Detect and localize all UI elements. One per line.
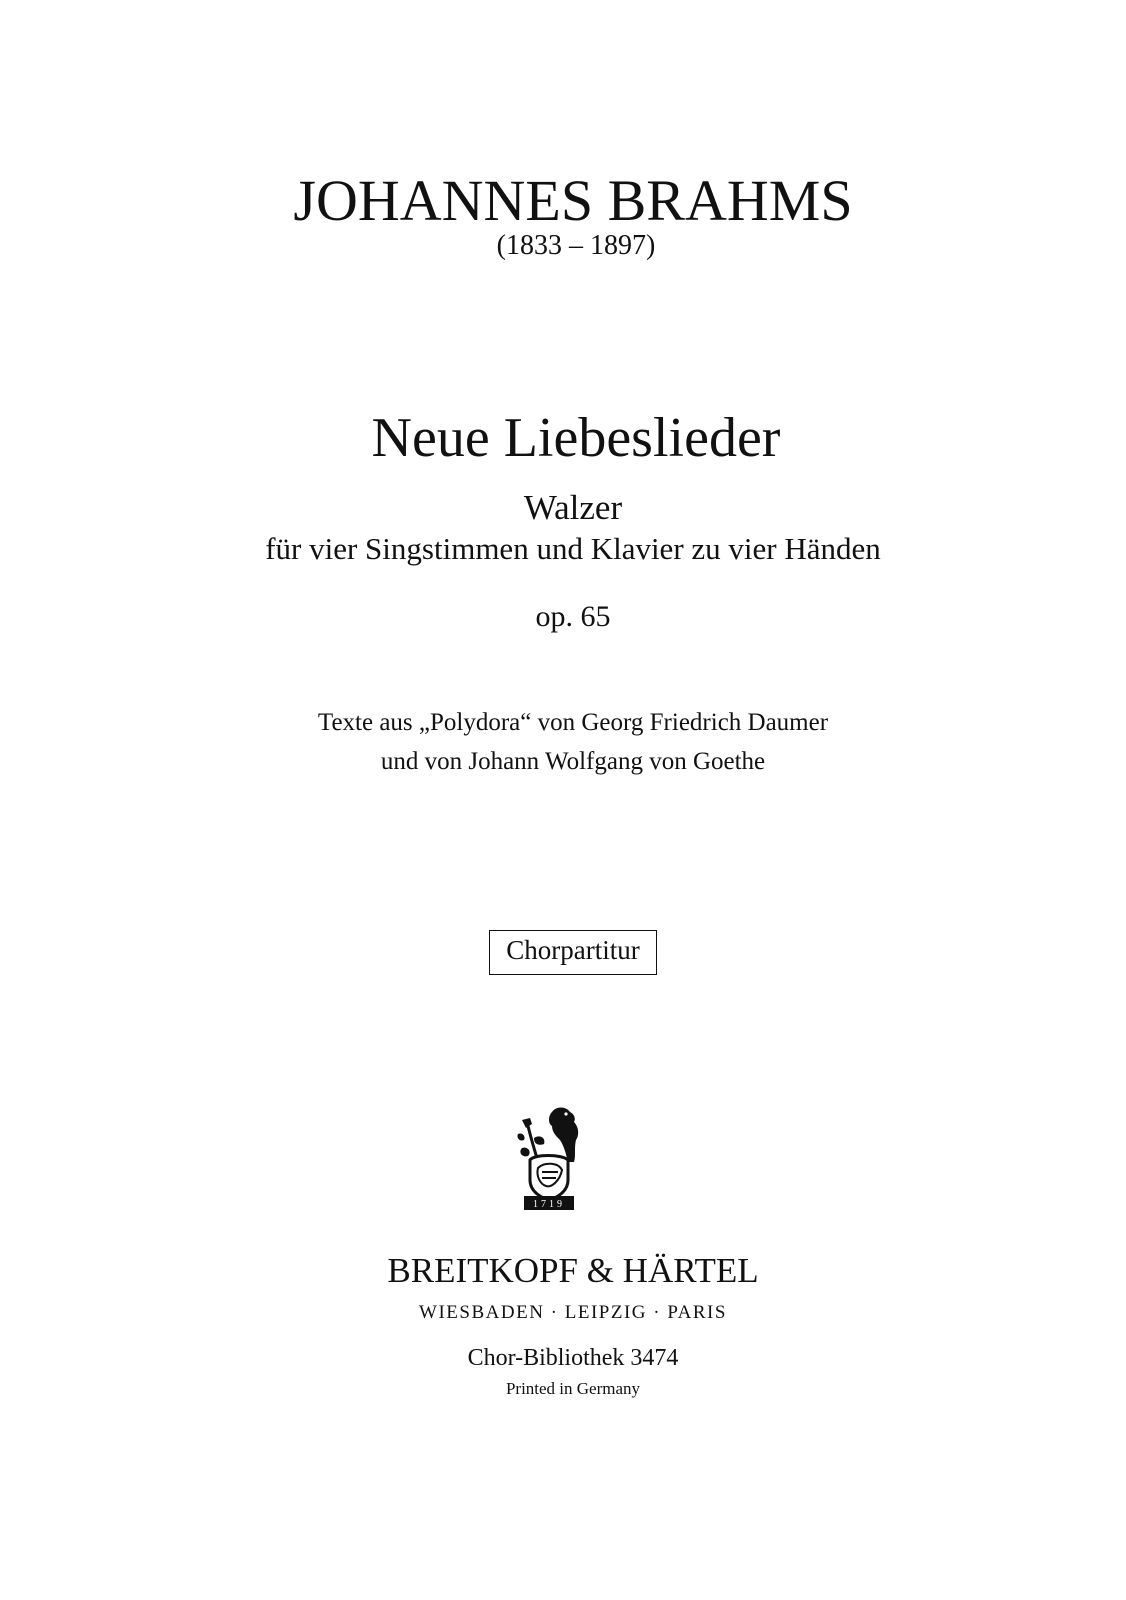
edition-box: [0, 930, 1126, 975]
composer-name: JOHANNES BRAHMS: [293, 168, 853, 233]
composer-dates: (1833 – 1897): [496, 230, 656, 261]
work-scoring: für vier Singstimmen und Klavier zu vier Händen: [265, 531, 881, 566]
publisher-logo-icon: [508, 1102, 588, 1214]
printed-in: Printed in Germany: [505, 1379, 641, 1398]
work-title: Neue Liebeslieder: [371, 407, 781, 469]
logo-year: 1719: [533, 1199, 565, 1210]
text-sources-line-1: Texte aus „Polydora“ von Georg Friedrich Daumer: [317, 709, 829, 736]
publisher-name: BREITKOPF & HÄRTEL: [387, 1251, 759, 1290]
edition-type: Chorpartitur: [489, 930, 656, 975]
text-sources-line-2: und von Johann Wolfgang von Goethe: [380, 748, 766, 775]
catalog-number: Chor-Bibliothek 3474: [467, 1345, 679, 1371]
opus-number: op. 65: [535, 600, 611, 633]
publisher-cities: WIESBADEN · LEIPZIG · PARIS: [419, 1302, 727, 1323]
work-subtitle: Walzer: [523, 488, 623, 527]
